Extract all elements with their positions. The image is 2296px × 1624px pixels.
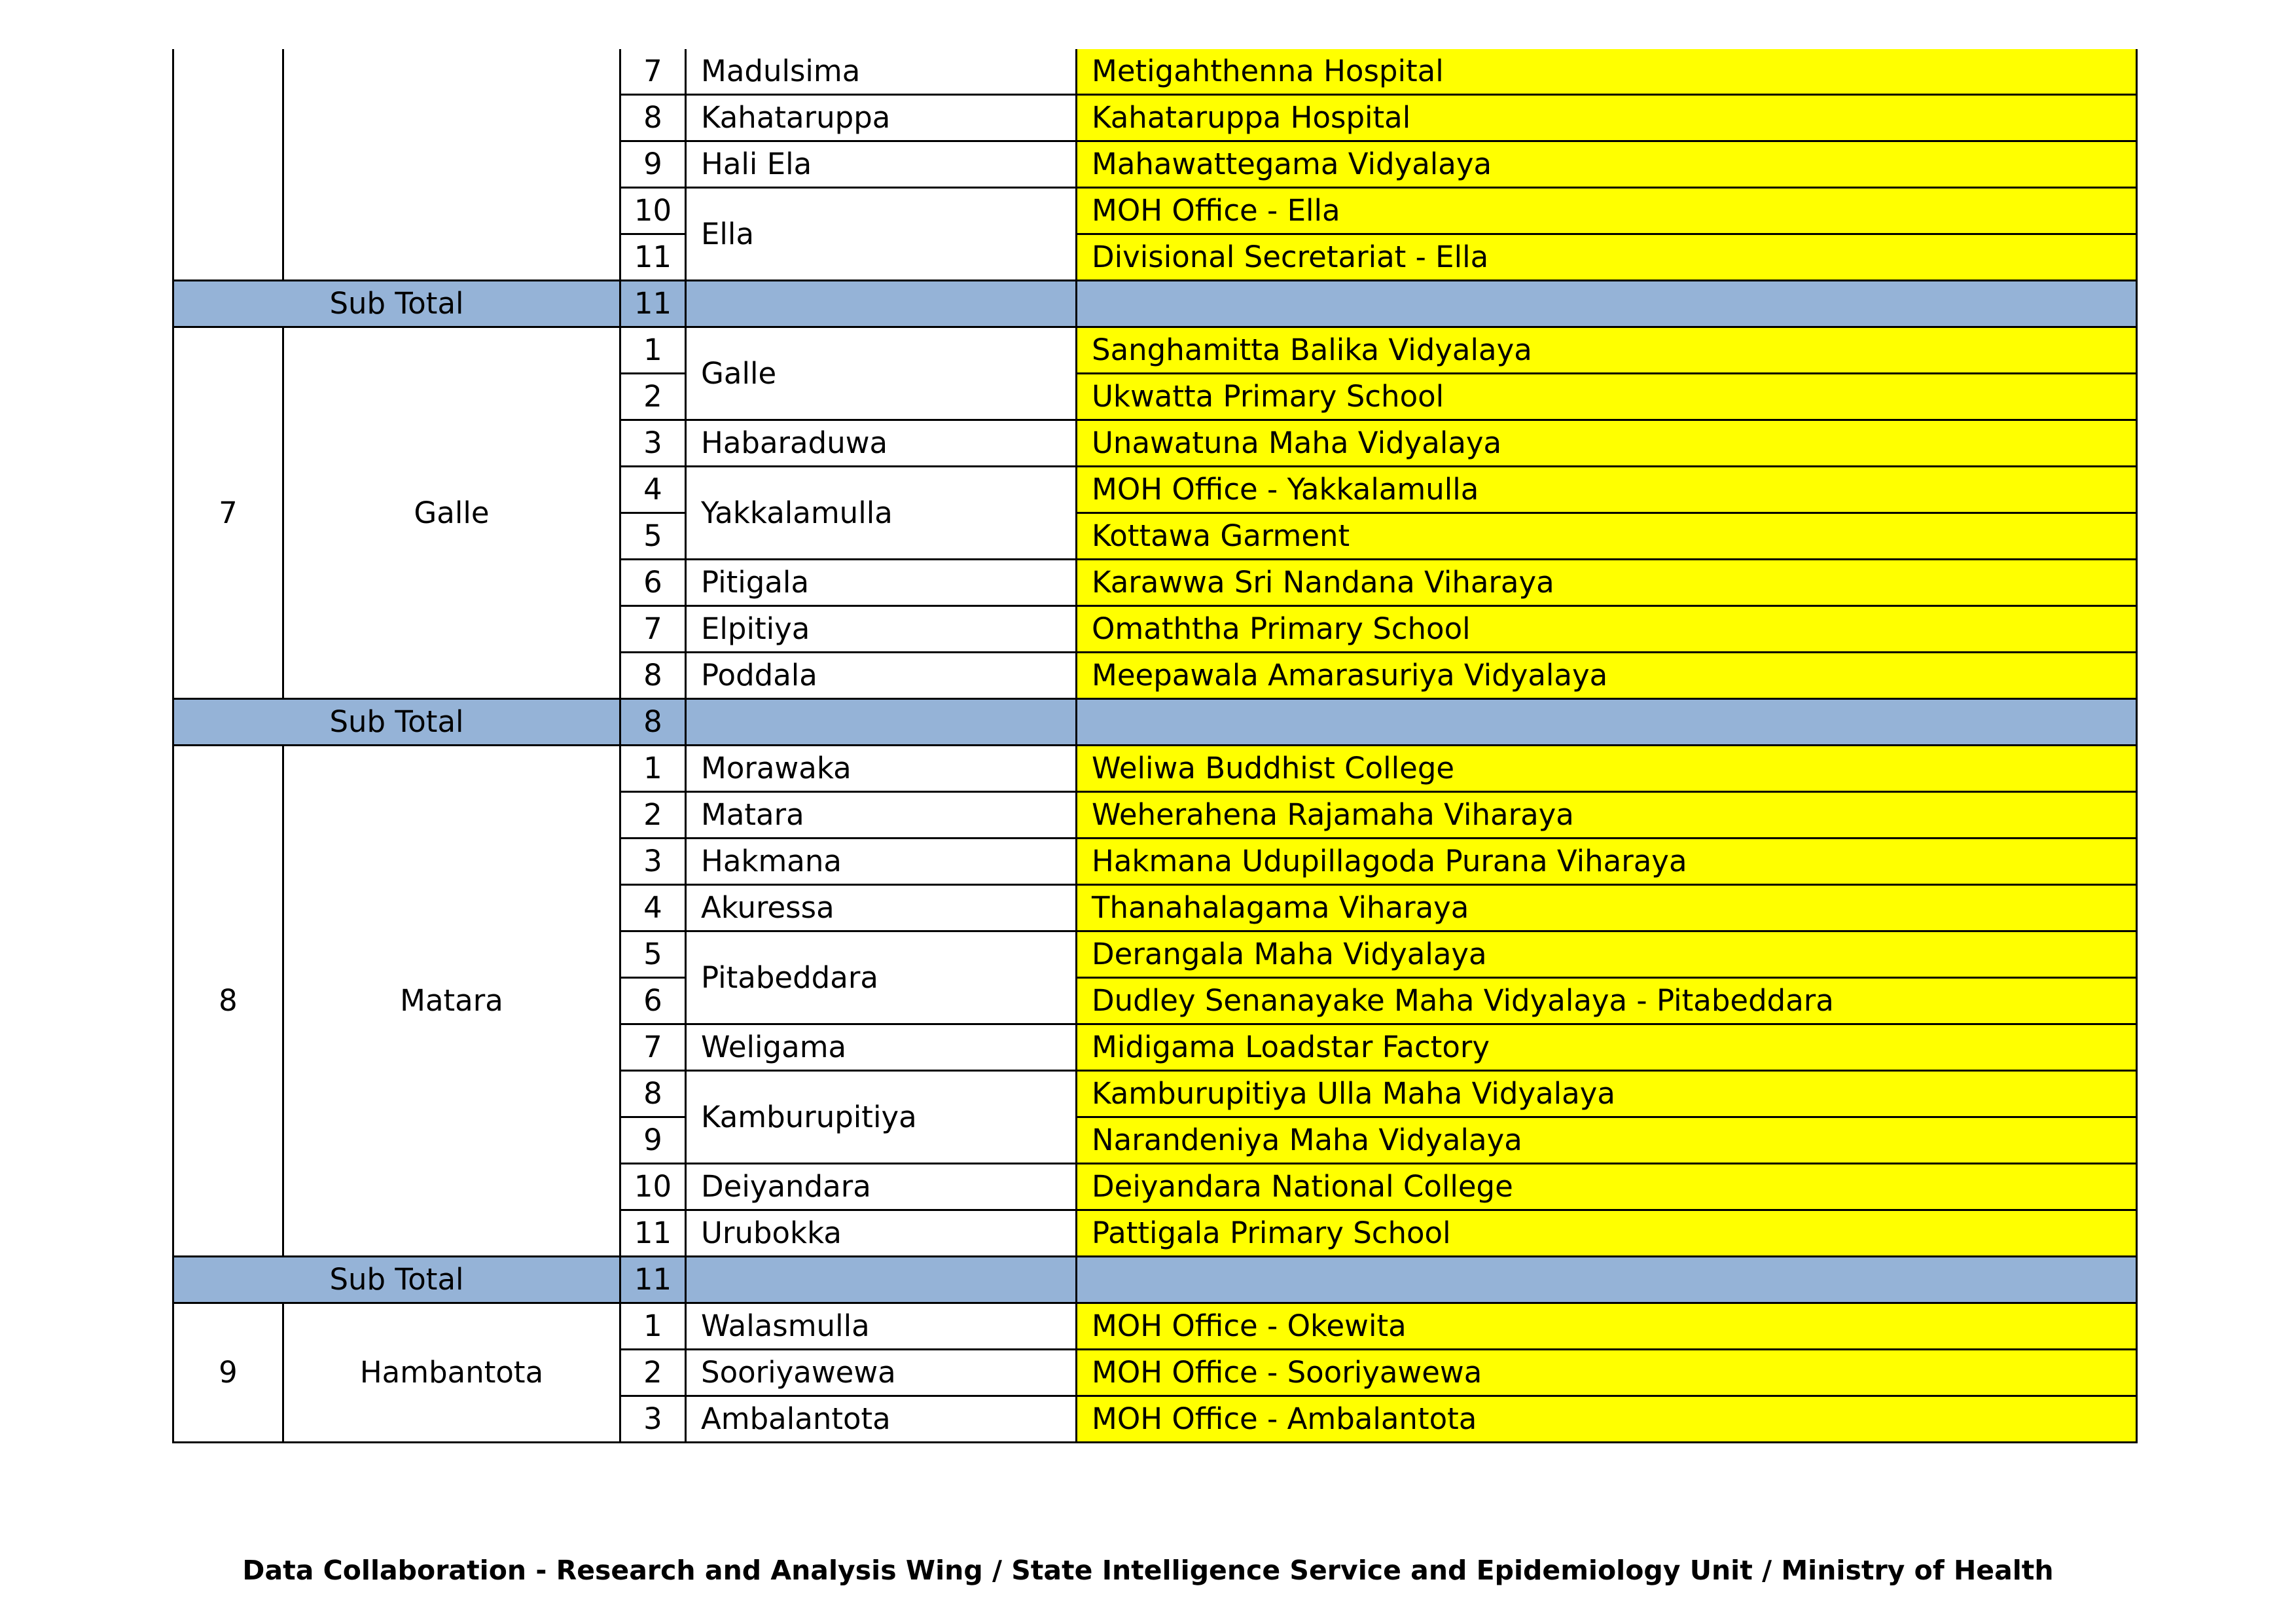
- subtotal-row: [173, 1257, 2137, 1303]
- vaccination-location: MOH Office - Okewita: [1077, 1303, 2137, 1350]
- vaccination-location: Dudley Senanayake Maha Vidyalaya - Pitabeddara: [1077, 978, 2137, 1024]
- vaccination-location: MOH Office - Yakkalamulla: [1077, 467, 2137, 513]
- row-index: 3: [620, 1396, 686, 1443]
- moh-area: Hakmana: [686, 839, 1077, 885]
- row-index: 6: [620, 560, 686, 606]
- row-index: 9: [620, 141, 686, 188]
- vaccination-location: Ukwatta Primary School: [1077, 374, 2137, 420]
- row-index: 11: [620, 234, 686, 281]
- vaccination-location: Kahataruppa Hospital: [1077, 95, 2137, 141]
- vaccination-location: Midigama Loadstar Factory: [1077, 1024, 2137, 1071]
- vaccination-location: Unawatuna Maha Vidyalaya: [1077, 420, 2137, 467]
- table-row: [173, 327, 2137, 374]
- subtotal-empty: [686, 1257, 1077, 1303]
- subtotal-empty: [1077, 281, 2137, 327]
- table-row: [173, 49, 2137, 95]
- vaccination-location: Kamburupitiya Ulla Maha Vidyalaya: [1077, 1071, 2137, 1117]
- moh-area: Walasmulla: [686, 1303, 1077, 1350]
- vaccination-location: Derangala Maha Vidyalaya: [1077, 931, 2137, 978]
- moh-area: Yakkalamulla: [686, 467, 1077, 560]
- row-index: 3: [620, 839, 686, 885]
- vaccination-location: Weherahena Rajamaha Viharaya: [1077, 792, 2137, 839]
- subtotal-label: Sub Total: [173, 699, 620, 746]
- moh-area: Hali Ela: [686, 141, 1077, 188]
- moh-area: Ella: [686, 188, 1077, 281]
- moh-area: Madulsima: [686, 49, 1077, 95]
- moh-area: Poddala: [686, 653, 1077, 699]
- moh-area: Pitigala: [686, 560, 1077, 606]
- subtotal-value: 11: [620, 281, 686, 327]
- subtotal-row: [173, 281, 2137, 327]
- row-index: 9: [620, 1117, 686, 1164]
- district-no-cell: [173, 49, 283, 281]
- vaccination-location: Meepawala Amarasuriya Vidyalaya: [1077, 653, 2137, 699]
- vaccination-location: Omaththa Primary School: [1077, 606, 2137, 653]
- row-index: 5: [620, 931, 686, 978]
- subtotal-row: [173, 699, 2137, 746]
- moh-area: Kahataruppa: [686, 95, 1077, 141]
- moh-area: Habaraduwa: [686, 420, 1077, 467]
- subtotal-empty: [1077, 699, 2137, 746]
- moh-area: Morawaka: [686, 746, 1077, 792]
- moh-area: Deiyandara: [686, 1164, 1077, 1210]
- subtotal-empty: [686, 281, 1077, 327]
- vaccination-location: Weliwa Buddhist College: [1077, 746, 2137, 792]
- district-name-cell: [283, 49, 620, 281]
- moh-area: Elpitiya: [686, 606, 1077, 653]
- vaccination-location: Thanahalagama Viharaya: [1077, 885, 2137, 931]
- vaccination-location: Karawwa Sri Nandana Viharaya: [1077, 560, 2137, 606]
- moh-area: Pitabeddara: [686, 931, 1077, 1024]
- vaccination-location: Narandeniya Maha Vidyalaya: [1077, 1117, 2137, 1164]
- row-index: 2: [620, 374, 686, 420]
- vaccination-location: MOH Office - Sooriyawewa: [1077, 1350, 2137, 1396]
- row-index: 7: [620, 606, 686, 653]
- subtotal-value: 11: [620, 1257, 686, 1303]
- moh-area: Ambalantota: [686, 1396, 1077, 1443]
- row-index: 8: [620, 1071, 686, 1117]
- vaccination-location: Kottawa Garment: [1077, 513, 2137, 560]
- moh-area: Urubokka: [686, 1210, 1077, 1257]
- subtotal-value: 8: [620, 699, 686, 746]
- district-name: Matara: [283, 746, 620, 1257]
- row-index: 10: [620, 1164, 686, 1210]
- row-index: 11: [620, 1210, 686, 1257]
- row-index: 1: [620, 746, 686, 792]
- page-footer: Data Collaboration - Research and Analysis Wing / State Intelligence Service and Epidemiology Unit / Ministry of Health: [242, 1555, 2054, 1586]
- vaccination-location: Mahawattegama Vidyalaya: [1077, 141, 2137, 188]
- vaccination-location: Metigahthenna Hospital: [1077, 49, 2137, 95]
- row-index: 6: [620, 978, 686, 1024]
- row-index: 1: [620, 1303, 686, 1350]
- subtotal-label: Sub Total: [173, 281, 620, 327]
- row-index: 7: [620, 1024, 686, 1071]
- district-no: 9: [173, 1303, 283, 1443]
- district-no: 7: [173, 327, 283, 699]
- vaccination-location: Deiyandara National College: [1077, 1164, 2137, 1210]
- row-index: 8: [620, 95, 686, 141]
- moh-area: Galle: [686, 327, 1077, 420]
- moh-area: Kamburupitiya: [686, 1071, 1077, 1164]
- row-index: 2: [620, 1350, 686, 1396]
- row-index: 10: [620, 188, 686, 234]
- row-index: 5: [620, 513, 686, 560]
- moh-area: Weligama: [686, 1024, 1077, 1071]
- row-index: 8: [620, 653, 686, 699]
- vaccination-location: Sanghamitta Balika Vidyalaya: [1077, 327, 2137, 374]
- table-row: [173, 1303, 2137, 1350]
- row-index: 7: [620, 49, 686, 95]
- vaccination-location: Divisional Secretariat - Ella: [1077, 234, 2137, 281]
- subtotal-empty: [686, 699, 1077, 746]
- row-index: 2: [620, 792, 686, 839]
- row-index: 4: [620, 885, 686, 931]
- moh-area: Matara: [686, 792, 1077, 839]
- vaccination-location: Hakmana Udupillagoda Purana Viharaya: [1077, 839, 2137, 885]
- moh-area: Sooriyawewa: [686, 1350, 1077, 1396]
- row-index: 3: [620, 420, 686, 467]
- row-index: 1: [620, 327, 686, 374]
- subtotal-label: Sub Total: [173, 1257, 620, 1303]
- vaccination-location: MOH Office - Ella: [1077, 188, 2137, 234]
- vaccination-location: Pattigala Primary School: [1077, 1210, 2137, 1257]
- district-name: Galle: [283, 327, 620, 699]
- vaccination-location: MOH Office - Ambalantota: [1077, 1396, 2137, 1443]
- subtotal-empty: [1077, 1257, 2137, 1303]
- row-index: 4: [620, 467, 686, 513]
- district-no: 8: [173, 746, 283, 1257]
- table-row: [173, 746, 2137, 792]
- district-name: Hambantota: [283, 1303, 620, 1443]
- moh-area: Akuressa: [686, 885, 1077, 931]
- vaccination-centres-table: [172, 49, 2138, 1443]
